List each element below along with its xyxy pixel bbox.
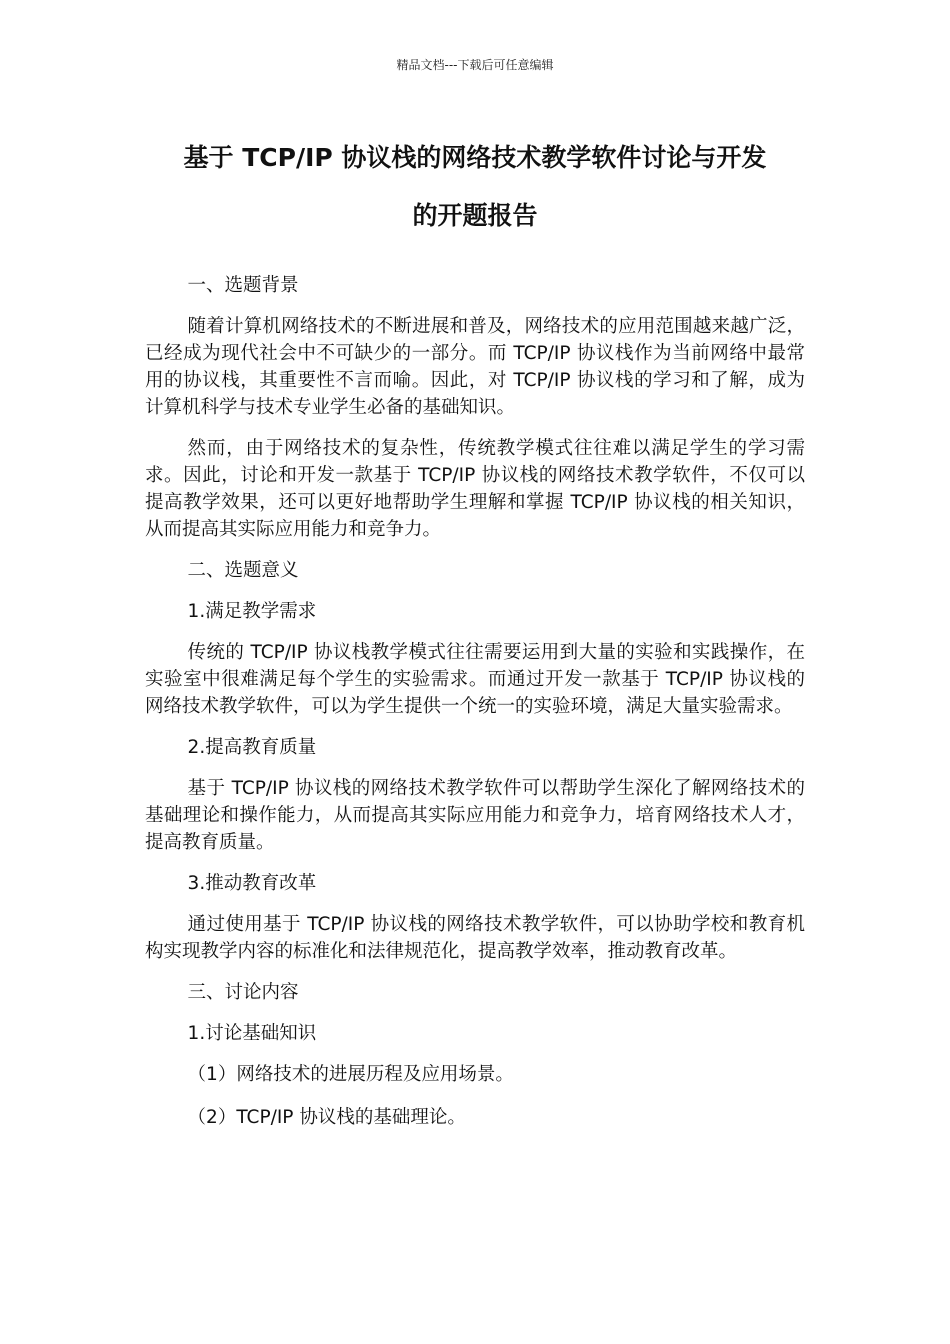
subheading-basic-knowledge: 1.讨论基础知识 [187,1023,317,1044]
document-body [145,272,805,1147]
subheading-teaching-needs: 1.满足教学需求 [187,601,317,622]
paragraph-education-reform: 通过使用基于 TCP/IP 协议栈的网络技术教学软件，可以协助学校和教育机构实现教学内容的标准化和法律规范化，提高教学效率，推动教育改革。 [145,914,805,962]
page-header: 精品文档---下载后可任意编辑 [396,58,554,72]
section-heading-significance: 二、选题意义 [187,560,299,581]
subheading-education-quality: 2.提高教育质量 [187,737,317,758]
paragraph-background-2: 然而，由于网络技术的复杂性，传统教学模式往往难以满足学生的学习需求。因此，讨论和开发一款基于 TCP/IP 协议栈的网络技术教学软件，不仅可以提高教学效果，还可以更好地帮助学生理解和掌握 TCP/IP 协议栈的相关知识，从而提高其实际应用能力和竞争力。 [145,438,805,540]
document-title [130,136,820,238]
paragraph-education-quality: 基于 TCP/IP 协议栈的网络技术教学软件可以帮助学生深化了解网络技术的基础理论和操作能力，从而提高其实际应用能力和竞争力，培育网络技术人才，提高教育质量。 [145,778,805,853]
title-line-2: 的开题报告 [412,201,538,230]
subheading-education-reform: 3.推动教育改革 [187,873,317,894]
title-line-1: 基于 TCP/IP 协议栈的网络技术教学软件讨论与开发 [183,143,767,172]
section-heading-content: 三、讨论内容 [187,982,299,1003]
paragraph-background-1: 随着计算机网络技术的不断进展和普及，网络技术的应用范围越来越广泛，已经成为现代社会中不可缺少的一部分。而 TCP/IP 协议栈作为当前网络中最常用的协议栈，其重要性不言而喻。因此，对 TCP/IP 协议栈的学习和了解，成为计算机科学与技术专业学生必备的基础知识。 [145,316,805,418]
list-item-history: （1）网络技术的进展历程及应用场景。 [187,1064,514,1085]
list-item-tcpip-theory: （2）TCP/IP 协议栈的基础理论。 [187,1107,466,1128]
paragraph-teaching-needs: 传统的 TCP/IP 协议栈教学模式往往需要运用到大量的实验和实践操作，在实验室中很难满足每个学生的实验需求。而通过开发一款基于 TCP/IP 协议栈的网络技术教学软件，可以为学生提供一个统一的实验环境，满足大量实验需求。 [145,642,805,717]
section-heading-background: 一、选题背景 [187,275,299,296]
